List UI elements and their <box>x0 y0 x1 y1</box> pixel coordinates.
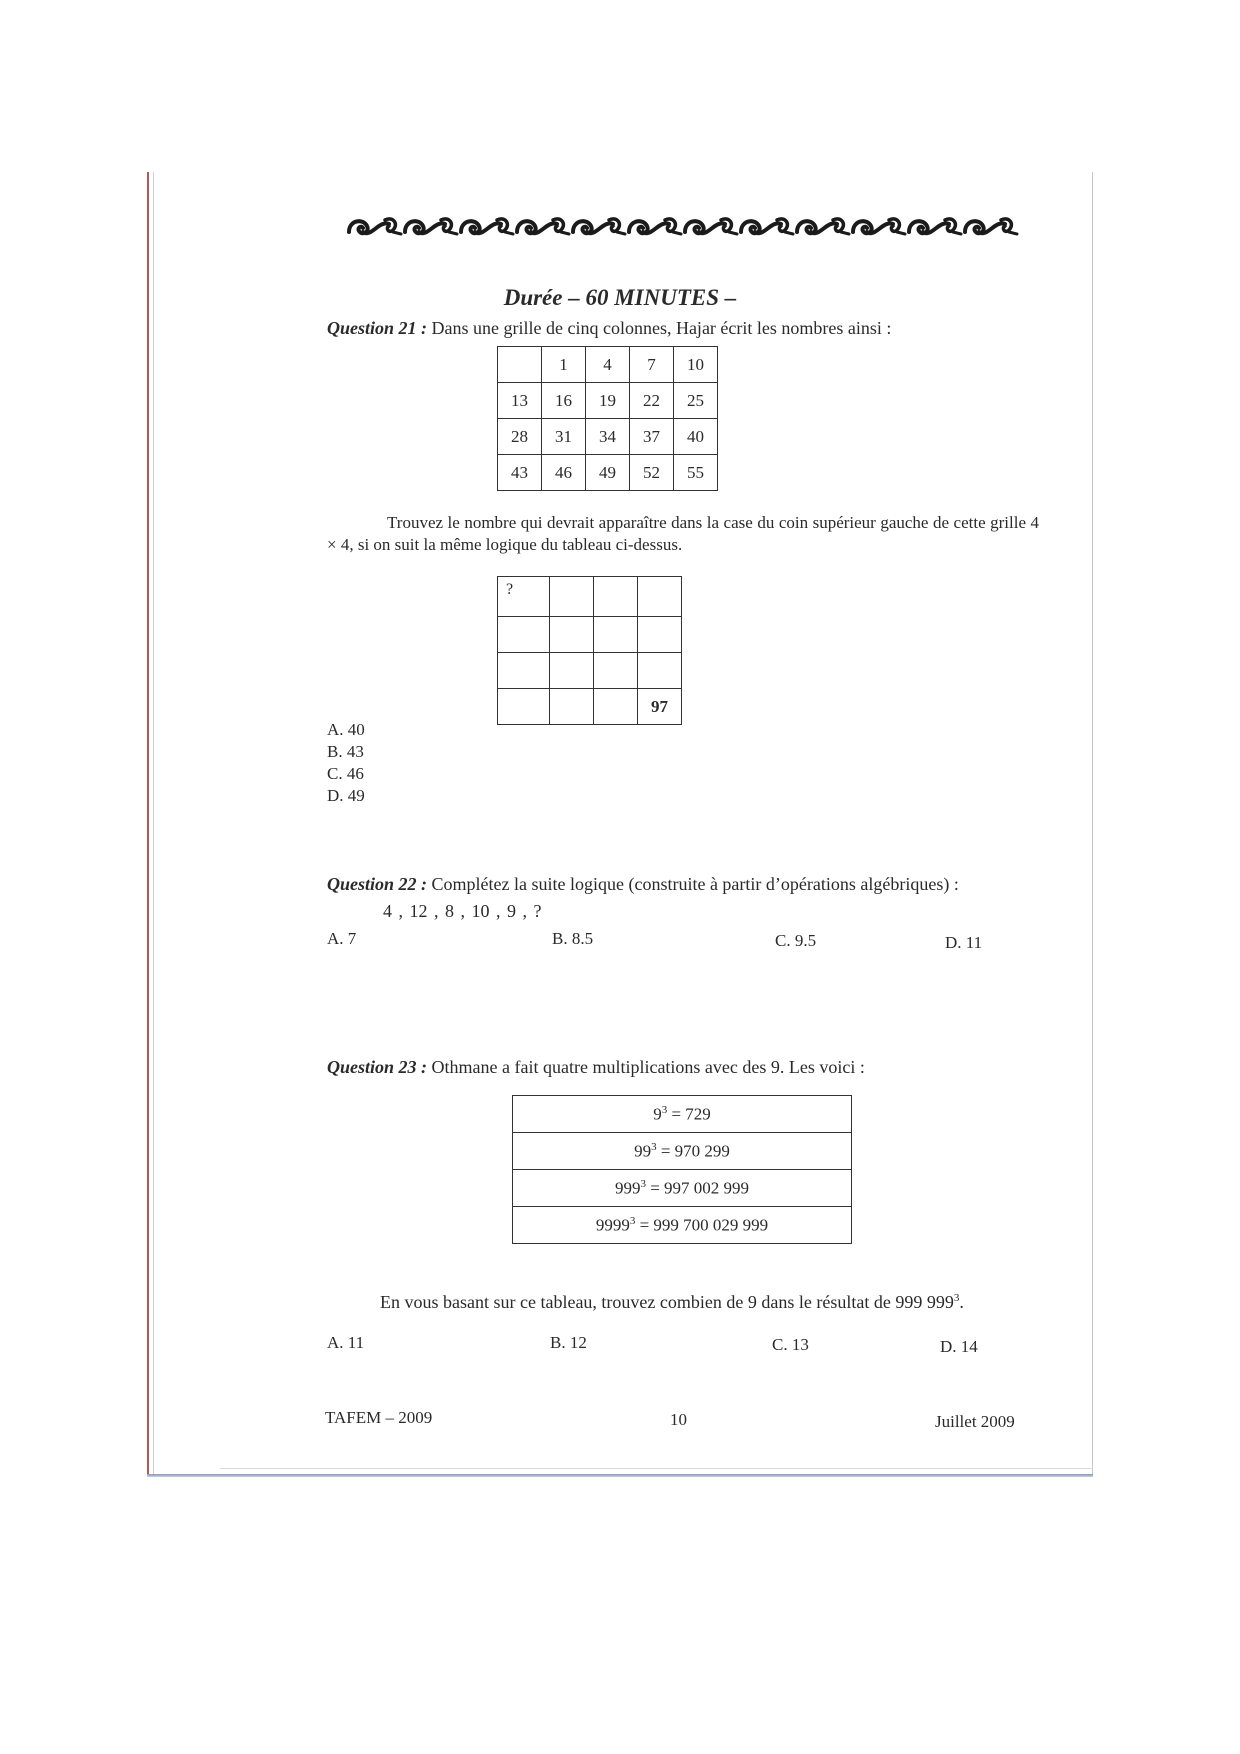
question-21-label: Question 21 : <box>327 318 428 338</box>
grid-cell: 19 <box>586 383 630 419</box>
table-row <box>498 577 682 617</box>
answer-option-d: D. 49 <box>327 786 365 805</box>
scroll-ornament-icon <box>345 208 1025 244</box>
grid-cell <box>550 689 594 725</box>
question-23-text: Othmane a fait quatre multiplications avec des 9. Les voici : <box>431 1057 865 1077</box>
grid-cell <box>594 689 638 725</box>
table-row <box>498 689 682 725</box>
table-row <box>498 419 718 455</box>
equation-base: 999 <box>614 1178 641 1198</box>
grid-cell: 16 <box>542 383 586 419</box>
answer-option-a: A. 40 <box>327 720 365 739</box>
footer-page-number: 10 <box>670 1410 687 1429</box>
equation-base: 9999 <box>595 1215 630 1235</box>
equation-result: = 729 <box>667 1104 711 1124</box>
grid-cell: 34 <box>586 419 630 455</box>
grid-cell: 4 <box>586 347 630 383</box>
page-border-left <box>147 172 149 1476</box>
equation-cell <box>513 1170 852 1207</box>
answer-option-b: B. 43 <box>327 742 364 761</box>
question-23-instruction-end: . <box>959 1292 964 1312</box>
cubes-table <box>512 1095 852 1244</box>
known-value-cell: 97 <box>638 689 682 725</box>
grid-cell <box>498 653 550 689</box>
question-23-instruction <box>380 1292 964 1313</box>
question-22-prompt <box>327 874 959 895</box>
page-border-bottom <box>147 1474 1093 1477</box>
answer-option-c: C. 9.5 <box>775 931 817 950</box>
grid-cell: 55 <box>674 455 718 491</box>
answer-option-a: A. 11 <box>327 1333 365 1352</box>
question-22-label: Question 22 : <box>327 874 428 894</box>
answer-option-a: A. 7 <box>327 929 357 948</box>
footer-date: Juillet 2009 <box>935 1412 1015 1431</box>
table-row <box>513 1133 852 1170</box>
question-21-instruction: Trouvez le nombre qui devrait apparaître dans la case du coin supérieur gauche de cette grille 4 × 4, si on suit la même logique du tableau ci-dessus. <box>327 513 1039 554</box>
grid-cell <box>594 617 638 653</box>
equation-exponent: 3 <box>640 1177 646 1190</box>
table-row <box>498 383 718 419</box>
grid-cell: 28 <box>498 419 542 455</box>
grid-cell: 7 <box>630 347 674 383</box>
question-23-instruction-exponent: 3 <box>953 1292 960 1304</box>
grid-cell: 40 <box>674 419 718 455</box>
grid-cell: 1 <box>542 347 586 383</box>
equation-exponent: 3 <box>629 1214 636 1227</box>
grid-cell <box>550 653 594 689</box>
footer-exam-name: TAFEM – 2009 <box>325 1408 433 1427</box>
equation-exponent: 3 <box>651 1140 657 1153</box>
question-21-prompt <box>327 318 891 339</box>
answer-option-c: C. 13 <box>772 1335 809 1354</box>
grid-cell: 31 <box>542 419 586 455</box>
grid-cell <box>550 617 594 653</box>
question-22-text: Complétez la suite logique (construite à partir d’opérations algébriques) : <box>431 874 959 894</box>
equation-result: = 997 002 999 <box>645 1178 750 1198</box>
grid-cell <box>638 577 682 617</box>
question-23-prompt <box>327 1057 865 1078</box>
grid-cell: 46 <box>542 455 586 491</box>
answer-option-d: D. 14 <box>940 1337 978 1356</box>
page-border-right <box>1092 172 1093 1476</box>
answer-option-c: C. 46 <box>327 764 364 783</box>
unknown-cell: ? <box>498 577 550 617</box>
equation-result: = 970 299 <box>656 1141 730 1161</box>
equation-exponent: 3 <box>661 1103 668 1116</box>
grid-cell: 25 <box>674 383 718 419</box>
equation-cell <box>513 1207 852 1244</box>
grid-cell <box>498 347 542 383</box>
grid-cell <box>638 617 682 653</box>
grid-cell: 10 <box>674 347 718 383</box>
grid-cell: 43 <box>498 455 542 491</box>
grid-cell <box>594 653 638 689</box>
equation-result: = 999 700 029 999 <box>635 1215 769 1235</box>
grid-cell: 13 <box>498 383 542 419</box>
page-title: Durée – 60 MINUTES – <box>503 285 737 310</box>
grid-cell: 37 <box>630 419 674 455</box>
grid-cell <box>594 577 638 617</box>
equation-base: 99 <box>634 1141 652 1161</box>
answer-option-b: B. 12 <box>550 1333 587 1352</box>
grid-cell: 49 <box>586 455 630 491</box>
page-border-bottom-inner <box>220 1468 1093 1469</box>
four-by-four-grid <box>497 576 682 725</box>
answer-option-b: B. 8.5 <box>552 929 594 948</box>
equation-cell <box>513 1096 852 1133</box>
equation-base: 9 <box>653 1104 662 1124</box>
question-23-label: Question 23 : <box>327 1057 428 1077</box>
answer-option-d: D. 11 <box>945 933 983 952</box>
equation-cell <box>513 1133 852 1170</box>
grid-cell: 52 <box>630 455 674 491</box>
table-row <box>498 653 682 689</box>
table-row <box>513 1096 852 1133</box>
grid-cell: 22 <box>630 383 674 419</box>
question-23-instruction-text: En vous basant sur ce tableau, trouvez combien de 9 dans le résultat de 999 999 <box>380 1292 954 1312</box>
table-row <box>498 347 718 383</box>
number-sequence: 4 , 12 , 8 , 10 , 9 , ? <box>383 901 542 921</box>
question-21-text: Dans une grille de cinq colonnes, Hajar écrit les nombres ainsi : <box>431 318 892 338</box>
table-row <box>513 1170 852 1207</box>
grid-cell <box>498 617 550 653</box>
table-row <box>498 617 682 653</box>
grid-cell <box>498 689 550 725</box>
grid-cell <box>550 577 594 617</box>
table-row <box>498 455 718 491</box>
five-column-grid <box>497 346 718 491</box>
table-row <box>513 1207 852 1244</box>
page-border-left-inner <box>153 172 154 1476</box>
grid-cell <box>638 653 682 689</box>
